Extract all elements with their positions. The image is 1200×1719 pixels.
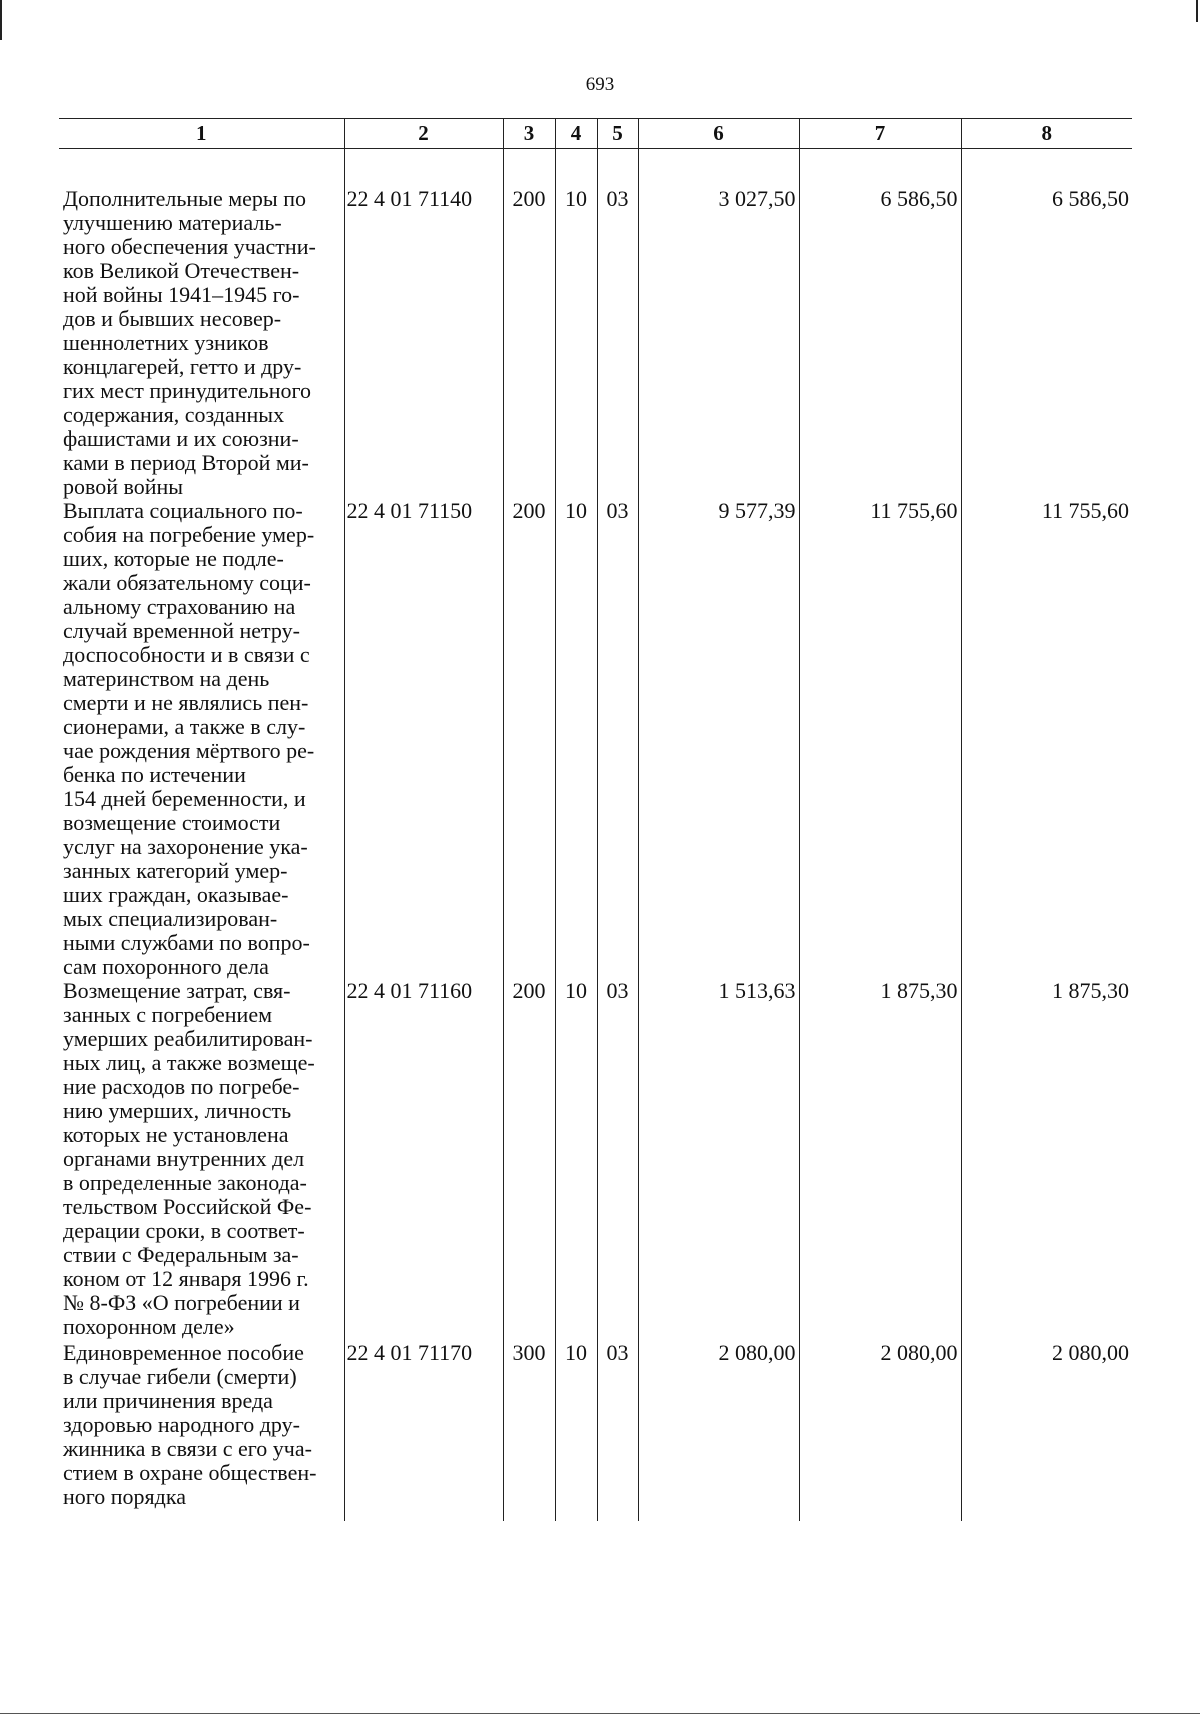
row-col-8: 1 875,30: [961, 979, 1132, 1341]
row-col-6: 2 080,00: [638, 1341, 799, 1521]
row-col-7: 2 080,00: [799, 1341, 961, 1521]
row-col-5: 03: [597, 1341, 638, 1521]
row-description: Возмещение затрат, свя- занных с погребением умерших реабилитирован- ных лиц, а также возмеще- ние расходов по погребе- нию умерших, личность которых не установлена органами внутренних дел в определенные законода- тельством Российской Фе- дерации сроки, в соответ- ствии с Федеральным за- коном от 12 января 1996 г. № 8-ФЗ «О погребении и похоронном деле»: [63, 978, 315, 1339]
row-target-code: 22 4 01 71150: [344, 499, 503, 979]
row-col-4: 10: [555, 979, 597, 1341]
header-cell-1: 1: [59, 119, 344, 149]
row-col-7: 6 586,50: [799, 149, 961, 500]
scan-edge-right: [1196, 0, 1198, 22]
budget-table: [59, 118, 1132, 1521]
row-col-4: 10: [555, 1341, 597, 1521]
row-target-code: 22 4 01 71160: [344, 979, 503, 1341]
header-row: [59, 119, 1132, 149]
row-col-5: 03: [597, 149, 638, 500]
row-col-6: 1 513,63: [638, 979, 799, 1341]
table-row: [59, 499, 1132, 979]
scan-edge-left: [0, 0, 2, 40]
header-cell-6: 6: [638, 119, 799, 149]
row-col-3: 200: [503, 149, 555, 500]
header-cell-8: 8: [961, 119, 1132, 149]
row-col-3: 300: [503, 1341, 555, 1521]
row-col-3: 200: [503, 499, 555, 979]
row-col-6: 9 577,39: [638, 499, 799, 979]
page-number: 693: [585, 74, 615, 95]
row-target-code: 22 4 01 71170: [344, 1341, 503, 1521]
header-cell-7: 7: [799, 119, 961, 149]
header-cell-5: 5: [597, 119, 638, 149]
row-description: Единовременное пособие в случае гибели (смерти) или причинения вреда здоровью народного дру- жинника в связи с его уча- стием в охране обществен- ного порядка: [63, 1340, 317, 1509]
row-col-3: 200: [503, 979, 555, 1341]
header-cell-3: 3: [503, 119, 555, 149]
row-col-6: 3 027,50: [638, 149, 799, 500]
row-col-4: 10: [555, 149, 597, 500]
table-row: [59, 149, 1132, 500]
row-col-8: 6 586,50: [961, 149, 1132, 500]
scan-edge-bottom: [0, 1713, 1200, 1714]
row-col-8: 2 080,00: [961, 1341, 1132, 1521]
header-cell-4: 4: [555, 119, 597, 149]
row-col-5: 03: [597, 499, 638, 979]
row-col-5: 03: [597, 979, 638, 1341]
row-col-8: 11 755,60: [961, 499, 1132, 979]
row-col-7: 1 875,30: [799, 979, 961, 1341]
row-description: Дополнительные меры по улучшению материаль- ного обеспечения участни- ков Великой Отечествен- ной войны 1941–1945 го- дов и бывших несовер- шеннолетних узников концлагерей, гетто и дру- гих мест принудительного содержания, созданных фашистами и их союзни- ками в период Второй ми- ровой войны: [63, 186, 316, 499]
table-row: [59, 979, 1132, 1341]
row-col-7: 11 755,60: [799, 499, 961, 979]
row-description: Выплата социального по- собия на погребение умер- ших, которые не подле- жали обязательному соци- альному страхованию на случай временной нетру- доспособности и в связи с материнством на день смерти и не являлись пен- сионерами, а также в слу- чае рождения мёртвого ре- бенка по истечении 154 дней беременности, и возмещение стоимости услуг на захоронение ука- занных категорий умер- ших граждан, оказывае- мых специализирован- ными службами по вопро- сам похоронного дела: [63, 498, 315, 979]
row-target-code: 22 4 01 71140: [344, 149, 503, 500]
header-cell-2: 2: [344, 119, 503, 149]
table-row: [59, 1341, 1132, 1521]
row-col-4: 10: [555, 499, 597, 979]
